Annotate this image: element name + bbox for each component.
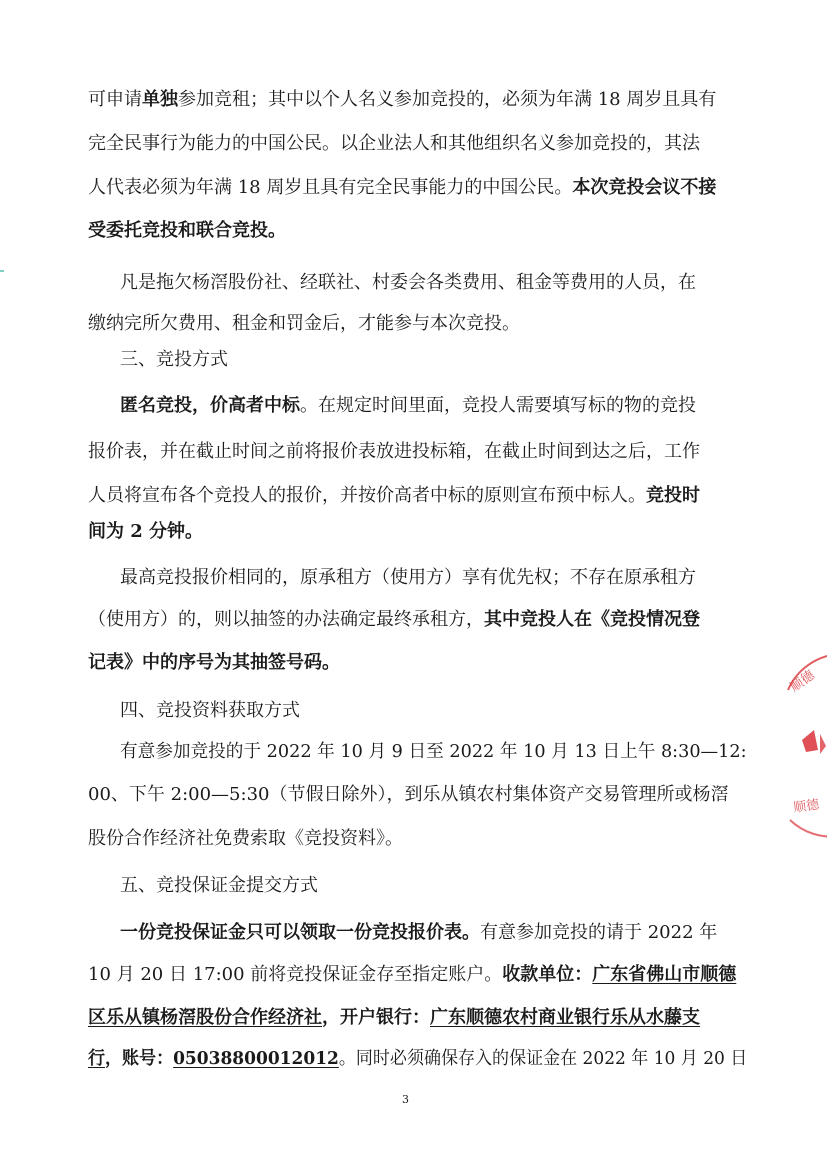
text-line xyxy=(120,349,228,371)
text-segment: 。在规定时间里面，竞投人需要填写标的物的竞投 xyxy=(300,395,696,416)
text-segment: 缴纳完所欠费用、租金和罚金后，才能参与本次竞投。 xyxy=(88,313,520,334)
text-segment: 一份竞投保证金只可以领取一份竞投报价表。 xyxy=(120,922,480,943)
text-segment: 单独 xyxy=(142,89,178,110)
text-line xyxy=(120,741,747,763)
svg-text:顺德: 顺德 xyxy=(792,797,821,816)
text-segment: 最高竞投报价相同的，原承租方（使用方）享有优先权；不存在原承租方 xyxy=(120,567,696,588)
text-segment: 四、竞投资料获取方式 xyxy=(120,700,300,721)
text-line xyxy=(88,652,340,674)
text-segment: 间为 2 分钟。 xyxy=(88,521,204,542)
text-segment: 。同时必须确保存入的保证金在 2022 年 10 月 20 日 xyxy=(338,1048,748,1069)
text-line xyxy=(88,828,403,850)
text-line xyxy=(88,220,286,242)
text-segment: 股份合作经济社免费索取《竞投资料》。 xyxy=(88,828,403,849)
text-line xyxy=(88,485,700,507)
text-line xyxy=(88,964,736,986)
text-line xyxy=(88,1007,700,1029)
margin-mark xyxy=(0,270,4,272)
text-segment: 凡是拖欠杨滘股份社、经联社、村委会各类费用、租金等费用的人员，在 xyxy=(120,272,696,293)
text-segment: 有意参加竞投的于 2022 年 10 月 9 日至 2022 年 10 月 13 日上午 8:30—12: xyxy=(120,741,747,762)
text-line xyxy=(88,177,716,199)
text-line xyxy=(88,89,716,111)
text-segment: 可申请 xyxy=(88,89,142,110)
text-segment: 报价表，并在截止时间之前将报价表放进投标箱，在截止时间到达之后，工作 xyxy=(88,441,700,462)
svg-text:顺德: 顺德 xyxy=(787,668,818,696)
text-line xyxy=(88,784,728,806)
text-segment: （使用方）的，则以抽签的办法确定最终承租方， xyxy=(88,609,484,630)
text-line xyxy=(120,700,300,722)
text-segment: 本次竞投会议不接 xyxy=(572,177,717,198)
text-segment: 完全民事行为能力的中国公民。以企业法人和其他组织名义参加竞投的，其法 xyxy=(88,133,700,154)
text-segment: 人员将宣布各个竞投人的报价，并按价高者中标的原则宣布预中标人。 xyxy=(88,485,646,506)
text-segment: 广东顺德农村商业银行乐从水藤支 xyxy=(430,1007,700,1028)
text-segment: 记表》中的序号为其抽签号码。 xyxy=(88,652,340,673)
text-line xyxy=(88,441,700,463)
page-number: 3 xyxy=(402,1093,409,1106)
official-seal-fragment xyxy=(780,650,827,840)
text-segment: 行 xyxy=(88,1048,106,1069)
text-segment: 五、竞投保证金提交方式 xyxy=(120,875,318,896)
text-line xyxy=(120,875,318,897)
text-segment: 收款单位： xyxy=(502,964,593,985)
text-segment: 竞投时 xyxy=(646,485,700,506)
text-segment: 区乐从镇杨滘股份合作经济社 xyxy=(88,1007,322,1028)
text-segment: 人代表必须为年满 18 周岁且具有完全民事能力的中国公民。 xyxy=(88,177,573,198)
text-line xyxy=(120,922,717,944)
text-segment: 10 月 20 日 17:00 前将竞投保证金存至指定账户。 xyxy=(88,964,503,985)
text-segment: 参加竞租；其中以个人名义参加竞投的，必须为年满 18 周岁且具有 xyxy=(178,89,717,110)
text-segment: 00、下午 2:00—5:30（节假日除外），到乐从镇农村集体资产交易管理所或杨滘 xyxy=(88,784,729,805)
text-line xyxy=(88,1048,747,1070)
text-segment: 有意参加竞投的请于 2022 年 xyxy=(480,922,718,943)
text-segment: 广东省佛山市顺德 xyxy=(592,964,737,985)
text-segment: 匿名竞投，价高者中标 xyxy=(120,395,300,416)
text-line xyxy=(88,133,700,155)
text-line xyxy=(88,313,520,335)
text-line xyxy=(120,567,696,589)
text-segment: 其中竞投人在《竞投情况登 xyxy=(484,609,700,630)
text-line xyxy=(120,272,696,294)
text-segment: 受委托竞投和联合竞投。 xyxy=(88,220,286,241)
text-segment: ，开户银行： xyxy=(322,1007,430,1028)
text-segment: 05038800012012 xyxy=(173,1048,339,1069)
text-line xyxy=(88,609,700,631)
text-segment: ，账号： xyxy=(105,1048,174,1069)
text-line xyxy=(88,521,203,543)
text-segment: 三、竞投方式 xyxy=(120,349,228,370)
text-line xyxy=(120,395,696,417)
